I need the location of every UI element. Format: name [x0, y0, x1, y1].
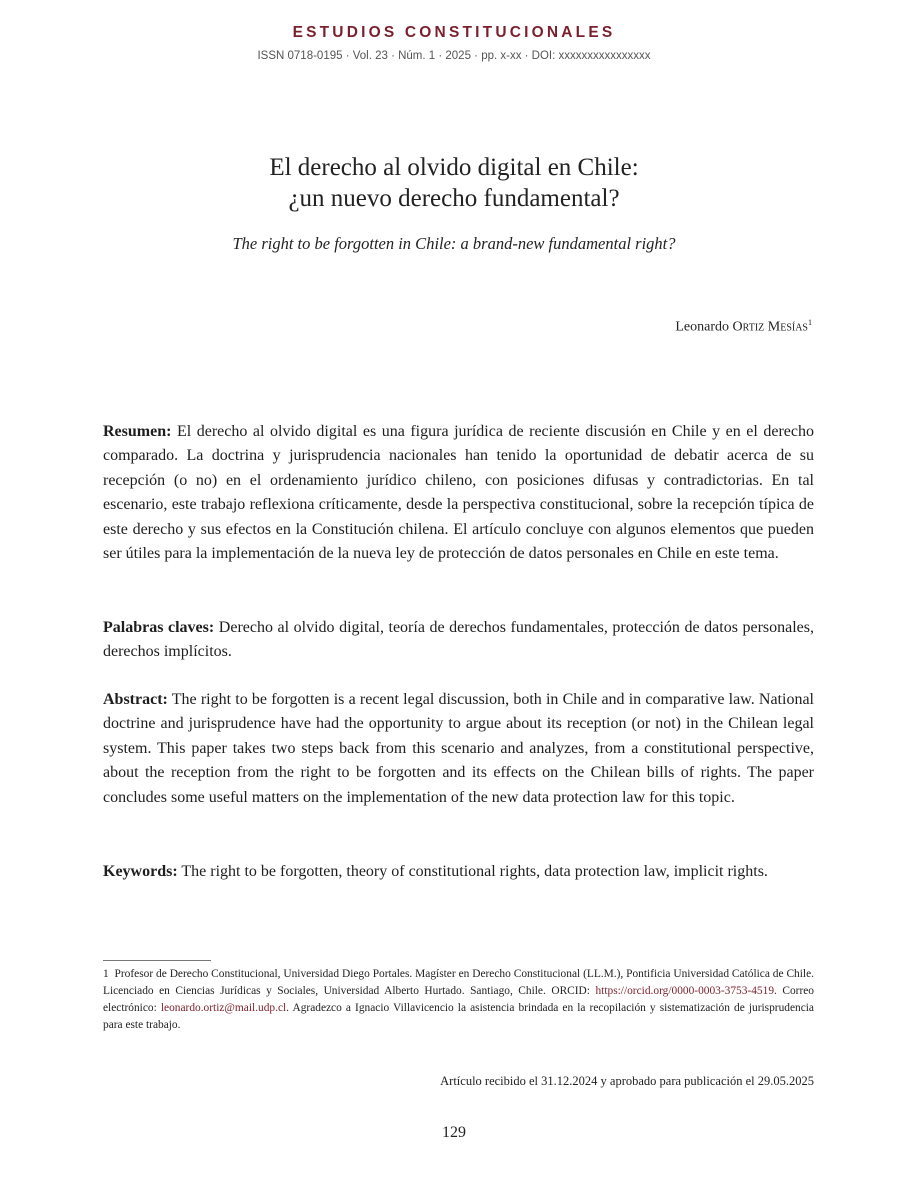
- footnote: [103, 966, 814, 1034]
- footnote-text-b: . Correo electrónico:: [103, 985, 814, 1014]
- journal-name: ESTUDIOS CONSTITUCIONALES: [292, 24, 616, 41]
- abstract-paragraph: [103, 688, 814, 810]
- page-number: 129: [442, 1124, 466, 1141]
- palabras-label: Palabras claves:: [103, 619, 215, 636]
- resumen-label: Resumen:: [103, 423, 172, 440]
- keywords-text: The right to be forgotten, theory of constitutional rights, data protection law, implicit rights.: [181, 863, 768, 880]
- author-footnote-mark[interactable]: 1: [808, 318, 812, 327]
- issn-line: ISSN 0718-0195 · Vol. 23 · Núm. 1 · 2025 · pp. x-xx · DOI: xxxxxxxxxxxxxxxx: [257, 50, 651, 62]
- title-line-2: ¿un nuevo derecho fundamental?: [288, 185, 620, 212]
- footnote-text-c: . Agradezco a Ignacio Villavicencio la asistencia brindada en la recopilación y sistematización de jurisprudencia para este trabajo.: [103, 1002, 814, 1031]
- abstract-text: The right to be forgotten is a recent legal discussion, both in Chile and in comparative law. National doctrine and jurisprudence have had the opportunity to argue about its reception (or not) in the Chilean legal system. This paper takes two steps back from this scenario and analyzes, from a constitutional perspective, about the reception from the right to be forgotten and its effects on the Chilean bills of rights. The paper concludes some useful matters on the implementation of the new data protection law for this topic.: [103, 691, 814, 806]
- palabras-paragraph: [103, 616, 814, 665]
- footnote-divider: [103, 960, 211, 961]
- footnote-text-a: Profesor de Derecho Constitucional, Universidad Diego Portales. Magíster en Derecho Constitucional (LL.M.), Pontificia Universidad Católica de Chile. Licenciado en Ciencias Jurídicas y Sociales, Universidad Alberto Hurtado. Santiago, Chile. ORCID:: [103, 968, 814, 997]
- journal-header: [0, 24, 908, 62]
- received-date: Artículo recibido el 31.12.2024 y aprobado para publicación el 29.05.2025: [440, 1074, 814, 1088]
- title-line-1: El derecho al olvido digital en Chile:: [269, 154, 639, 181]
- article-subtitle: The right to be forgotten in Chile: a brand-new fundamental right?: [232, 234, 676, 253]
- resumen-paragraph: [103, 420, 814, 566]
- author-first-name: Leonardo: [675, 319, 730, 335]
- palabras-text: Derecho al olvido digital, teoría de derechos fundamentales, protección de datos personales, derechos implícitos.: [103, 619, 815, 661]
- author-name: [675, 318, 812, 336]
- keywords-label: Keywords:: [103, 863, 178, 880]
- footnote-number: 1: [103, 968, 109, 980]
- author-surname: Ortiz Mesías: [732, 319, 808, 335]
- resumen-text: El derecho al olvido digital es una figura jurídica de reciente discusión en Chile y en el derecho comparado. La doctrina y jurisprudencia nacionales han tenido la oportunidad de debatir acerca de su recepción (o no) en el ordenamiento jurídico chileno, con posiciones difusas y contradictorias. En tal escenario, este trabajo reflexiona críticamente, desde la perspectiva constitucional, sobre la recepción típica de este derecho y sus efectos en la Constitución chilena. El artículo concluye con algunos elementos que pueden ser útiles para la implementación de la nueva ley de protección de datos personales en Chile en este tema.: [103, 423, 815, 563]
- article-title: [0, 152, 908, 214]
- abstract-label: Abstract:: [103, 691, 168, 708]
- orcid-link[interactable]: https://orcid.org/0000-0003-3753-4519: [595, 985, 775, 997]
- email-link[interactable]: leonardo.ortiz@mail.udp.cl: [160, 1002, 287, 1014]
- keywords-paragraph: [103, 860, 814, 884]
